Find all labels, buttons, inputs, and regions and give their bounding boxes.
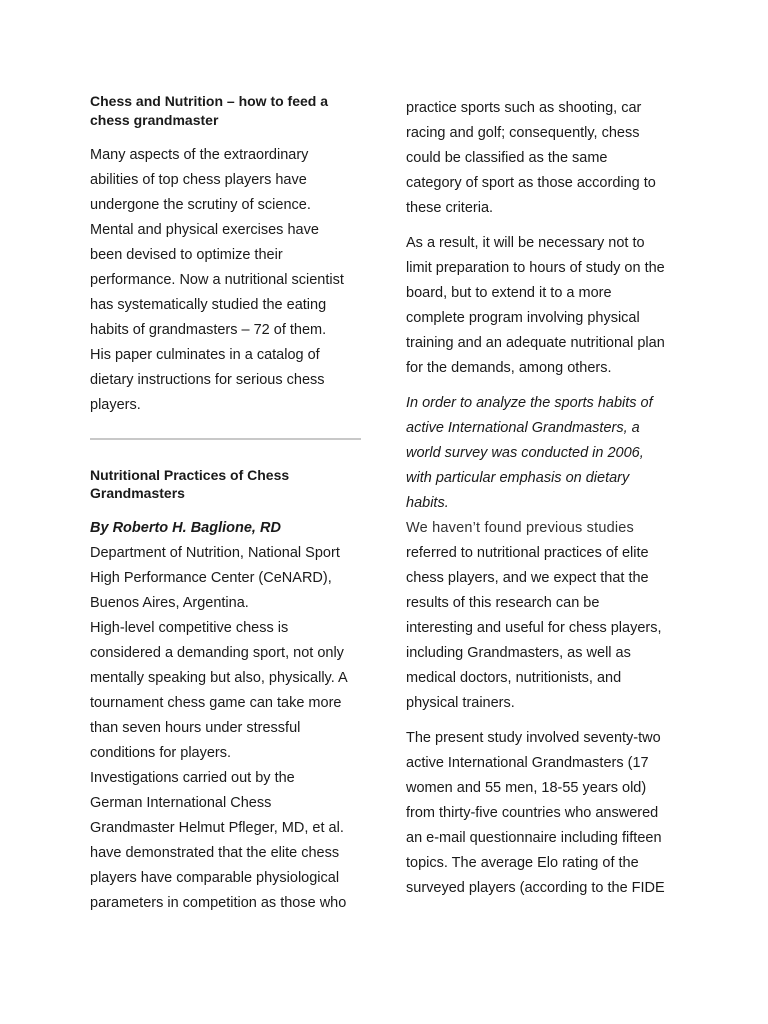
text-line: from thirty-five countries who answered	[406, 805, 659, 821]
text-line: board, but to extend it to a more	[406, 285, 612, 301]
text-line: women and 55 men, 18-55 years old)	[406, 780, 647, 796]
text-line: considered a demanding sport, not only	[90, 645, 344, 661]
text-line: than seven hours under stressful	[90, 720, 301, 736]
text-line: these criteria.	[406, 200, 494, 216]
text-line: physical trainers.	[406, 695, 515, 711]
title-line: chess grandmaster	[90, 112, 219, 128]
text-line: performance. Now a nutritional scientist	[90, 272, 344, 288]
paragraph-4	[406, 516, 662, 716]
subtitle-line: Nutritional Practices of Chess	[90, 467, 290, 483]
text-line: category of sport as those according to	[406, 175, 656, 191]
intro-paragraph	[90, 143, 344, 418]
text-line: The present study involved seventy-two	[406, 730, 661, 746]
text-line: topics. The average Elo rating of the	[406, 855, 639, 871]
text-line: players.	[90, 397, 141, 413]
paragraph-5	[406, 726, 665, 901]
text-line: medical doctors, nutritionists, and	[406, 670, 622, 686]
text-line: active International Grandmasters (17	[406, 755, 649, 771]
text-line: In order to analyze the sports habits of	[406, 395, 653, 411]
text-line: High Performance Center (CeNARD),	[90, 570, 332, 586]
text-line: results of this research can be	[406, 595, 600, 611]
body-paragraph	[90, 541, 348, 916]
text-line: for the demands, among others.	[406, 360, 612, 376]
paragraph-3-italic	[406, 391, 653, 516]
text-line: Grandmaster Helmut Pfleger, MD, et al.	[90, 820, 344, 836]
text-line: dietary instructions for serious chess	[90, 372, 325, 388]
text-line: Buenos Aires, Argentina.	[90, 595, 249, 611]
text-line: have demonstrated that the elite chess	[90, 845, 340, 861]
paragraph-2	[406, 231, 665, 381]
text-line: complete program involving physical	[406, 310, 640, 326]
text-line: surveyed players (according to the FIDE	[406, 880, 665, 896]
author-byline: By Roberto H. Baglione, RD	[90, 520, 281, 536]
text-line: including Grandmasters, as well as	[406, 645, 631, 661]
article-title	[90, 92, 365, 130]
text-line: an e-mail questionnaire including fifteen	[406, 830, 662, 846]
text-line: chess players, and we expect that the	[406, 570, 649, 586]
paragraph-1	[406, 96, 656, 221]
text-line: As a result, it will be necessary not to	[406, 235, 645, 251]
text-line: mentally speaking but also, physically. A	[90, 670, 348, 686]
text-line: We haven’t found previous studies	[406, 520, 634, 536]
text-line: Many aspects of the extraordinary	[90, 147, 309, 163]
text-line: referred to nutritional practices of elite	[406, 545, 649, 561]
text-line: has systematically studied the eating	[90, 297, 327, 313]
text-line: German International Chess	[90, 795, 272, 811]
text-line: undergone the scrutiny of science.	[90, 197, 311, 213]
text-line: conditions for players.	[90, 745, 232, 761]
text-line: abilities of top chess players have	[90, 172, 307, 188]
text-line: could be classified as the same	[406, 150, 608, 166]
text-line: Department of Nutrition, National Sport	[90, 545, 340, 561]
text-line: players have comparable physiological	[90, 870, 340, 886]
text-line: active International Grandmasters, a	[406, 420, 640, 436]
text-line: interesting and useful for chess players,	[406, 620, 662, 636]
title-line: Chess and Nutrition – how to feed a	[90, 93, 329, 109]
text-line: practice sports such as shooting, car	[406, 100, 642, 116]
text-line: habits.	[406, 495, 449, 511]
text-line: parameters in competition as those who	[90, 895, 347, 911]
paper-subtitle	[90, 466, 289, 502]
text-line: training and an adequate nutritional plan	[406, 335, 665, 351]
text-line: His paper culminates in a catalog of	[90, 347, 320, 363]
subtitle-line: Grandmasters	[90, 485, 185, 501]
text-line: with particular emphasis on dietary	[406, 470, 630, 486]
text-line: tournament chess game can take more	[90, 695, 342, 711]
text-line: High-level competitive chess is	[90, 620, 289, 636]
text-line: Investigations carried out by the	[90, 770, 295, 786]
text-line: been devised to optimize their	[90, 247, 283, 263]
text-line: world survey was conducted in 2006,	[406, 445, 644, 461]
section-divider	[90, 438, 361, 440]
text-line: habits of grandmasters – 72 of them.	[90, 322, 327, 338]
text-line: Mental and physical exercises have	[90, 222, 319, 238]
text-line: limit preparation to hours of study on the	[406, 260, 665, 276]
text-line: racing and golf; consequently, chess	[406, 125, 640, 141]
